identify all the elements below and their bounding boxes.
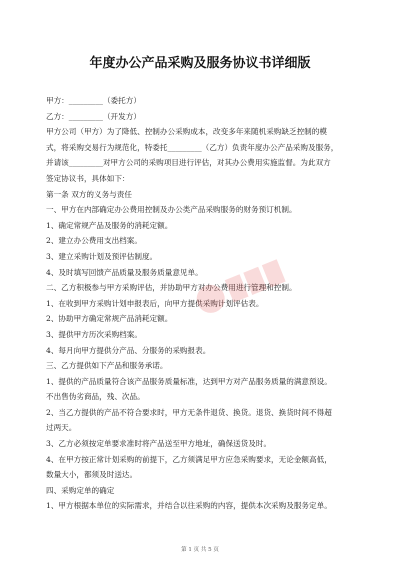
body-line: 并请该_________对甲方公司的采购项目进行评估，对其办公费用实施监督。为此双方: [46, 158, 331, 168]
body-line: 4、在甲方按正常计划采购的前提下，乙方须满足甲方应急采购要求，无论金额高低，: [46, 454, 332, 464]
body-line: 4、及时填写回馈产品质量及服务质量意见单。: [46, 267, 203, 277]
body-line: 1、甲方根据本单位的实际需求，并结合以往采购的内容，提供本次采购及服务定单。: [46, 501, 332, 511]
body-line: 1、在收到甲方采购计划申报表后，向甲方提供采购计划评估表。: [46, 298, 264, 308]
section-heading: 四、采购定单的确定: [46, 485, 115, 495]
body-line: 1、确定常规产品及服务的消耗定额。: [46, 220, 173, 230]
party-b-line: 乙方：_________（开发方）: [46, 111, 141, 121]
section-heading: 第一条 双方的义务与责任: [46, 189, 132, 199]
body-line: 数量大小，都须及时送达。: [46, 470, 138, 480]
body-line: 三、乙方提供如下产品和服务承诺。: [46, 361, 168, 371]
body-line: 不出售伪劣商品，残、次品。: [46, 392, 145, 402]
party-a-line: 甲方：_________（委托方）: [46, 96, 141, 105]
body-line: 二、乙方积极参与甲方采购评估，并协助甲方对办公费用进行管理和控制。: [46, 283, 297, 293]
body-line: 2、建立办公费用支出档案。: [46, 236, 142, 246]
body-line: 过两天。: [46, 423, 77, 433]
body-line: 3、乙方必须按定单要求准时将产品送至甲方地址，确保送货及时。: [46, 439, 272, 449]
body-line: 1、提供的产品质量符合该产品服务质量标准，达到甲方对产品服务质量的满意预设。: [46, 376, 332, 386]
body-line: 一、甲方在内部确定办公费用控制及办公类产品采购服务的财务预订机制。: [46, 205, 297, 215]
body-line: 式，将采购交易行为规范化，特委托_________（乙方）负责年度办公产品采购及服务，: [46, 142, 339, 152]
body-line: 4、每月向甲方提供分产品、分服务的采购报表。: [46, 345, 211, 355]
body-line: 2、协助甲方确定常规产品消耗定额。: [46, 314, 173, 324]
body-line: 签定协议书，具体如下：: [46, 173, 130, 183]
body-line: 3、提供甲方历次采购档案。: [46, 329, 142, 339]
body-line: 3、建立采购计划及预评估制度。: [46, 251, 158, 261]
document-body: [46, 93, 358, 514]
page-number: 第 1 页 共 5 页: [181, 547, 219, 553]
body-line: 甲方公司（甲方）为了降低、控制办公采购成本，改变多年来随机采购缺乏控制的模: [46, 127, 327, 137]
document-title: 年度办公产品采购及服务协议书详细版: [89, 56, 311, 71]
body-line: 2、当乙方提供的产品不符合要求时，甲方无条件退货、换货。退货、换货时间不得超: [46, 407, 332, 417]
